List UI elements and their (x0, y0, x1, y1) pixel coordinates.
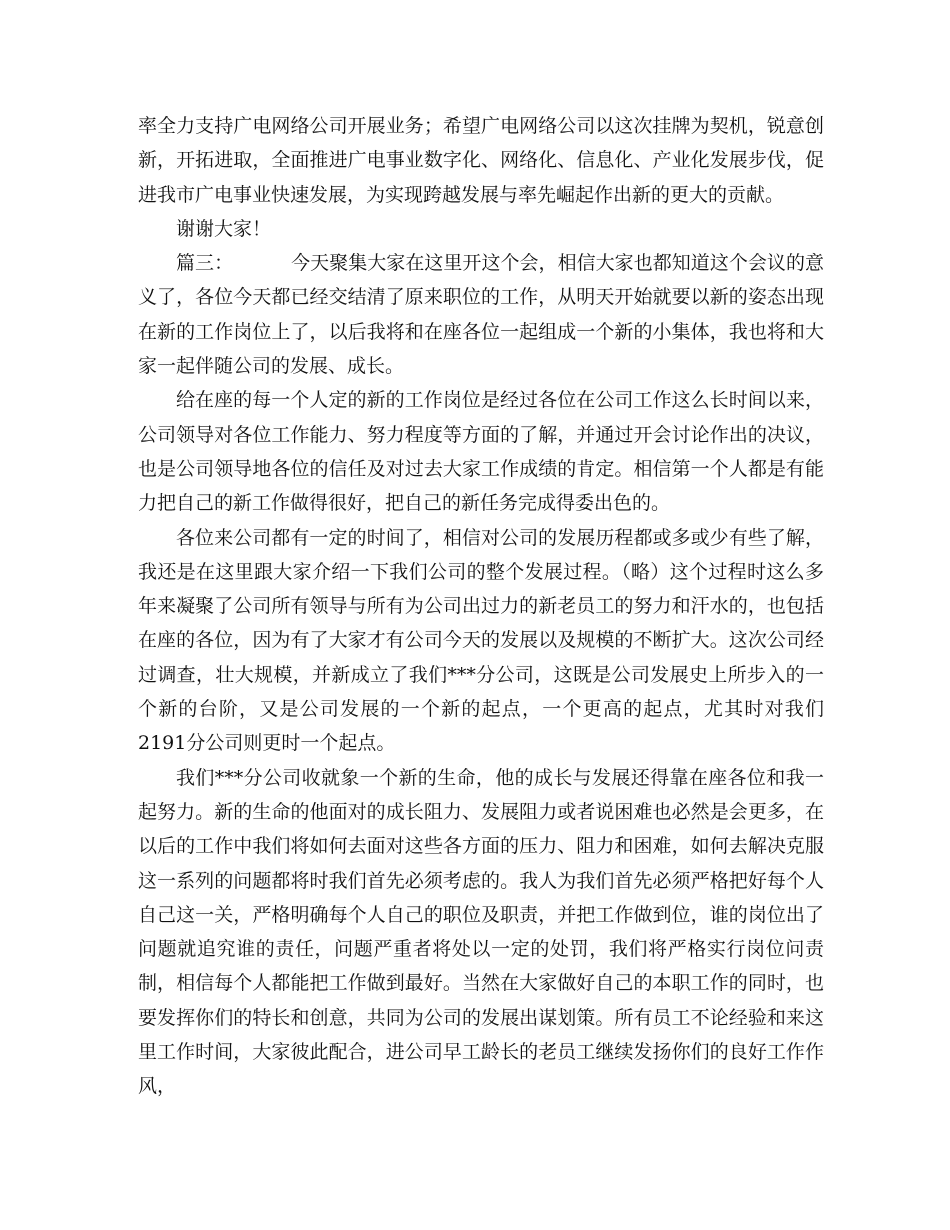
paragraph-new-posts (138, 383, 824, 520)
paragraph-text: 谢谢大家！ (176, 217, 272, 240)
paragraph-thanks (138, 212, 824, 246)
paragraph-continuation (138, 109, 824, 212)
paragraph-section-three (138, 246, 824, 383)
paragraph-text: 给在座的每一个人定的新的工作岗位是经过各位在公司工作这么长时间以来，公司领导对各位工作能力、努力程度等方面的了解，并通过开会讨论作出的决议，也是公司领导地各位的信任及对过去大家工作成绩的肯定。相信第一个人都是有能力把自己的新工作做得很好，把自己的新任务完成得委出色的。 (138, 389, 824, 515)
paragraph-branch-growth (138, 761, 824, 1104)
paragraph-text: 各位来公司都有一定的时间了，相信对公司的发展历程都或多或少有些了解，我还是在这里跟大家介绍一下我们公司的整个发展过程。（略）这个过程时这么多年来凝聚了公司所有领导与所有为公司出过力的新老员工的努力和汗水的，也包括在座的各位，因为有了大家才有公司今天的发展以及规模的不断扩大。这次公司经过调查，壮大规模，并新成立了我们***分公司，这既是公司发展史上所步入的一个新的台阶，又是公司发展的一个新的起点，一个更高的起点，尤其时对我们2191分公司则更时一个起点。 (138, 526, 824, 755)
paragraph-text: 我们***分公司收就象一个新的生命，他的成长与发展还得靠在座各位和我一起努力。新的生命的他面对的成长阻力、发展阻力或者说困难也必然是会更多，在以后的工作中我们将如何去面对这些各方面的压力、阻力和困难，如何去解决克服这一系列的问题都将时我们首先必须考虑的。我人为我们首先必须严格把好每个人自己这一关，严格明确每个人自己的职位及职责，并把工作做到位，谁的岗位出了问题就追究谁的责任，问题严重者将处以一定的处罚，我们将严格实行岗位问责制，相信每个人都能把工作做到最好。当然在大家做好自己的本职工作的同时，也要发挥你们的特长和创意，共同为公司的发展出谋划策。所有员工不论经验和来这里工作时间，大家彼此配合，进公司早工龄长的老员工继续发扬你们的良好工作作风， (138, 766, 824, 1098)
section-label: 篇三： (176, 252, 234, 275)
paragraph-text: 率全力支持广电网络公司开展业务；希望广电网络公司以这次挂牌为契机，锐意创新，开拓进取，全面推进广电事业数字化、网络化、信息化、产业化发展步伐，促进我市广电事业快速发展，为实现跨越发展与率先崛起作出新的更大的贡献。 (138, 115, 824, 206)
document-body (138, 109, 824, 1104)
paragraph-text: 今天聚集大家在这里开这个会，相信大家也都知道这个会议的意义了，各位今天都已经交结清了原来职位的工作，从明天开始就要以新的姿态出现在新的工作岗位上了，以后我将和在座各位一起组成一个新的小集体，我也将和大家一起伴随公司的发展、成长。 (138, 252, 824, 378)
paragraph-company-history (138, 521, 824, 761)
